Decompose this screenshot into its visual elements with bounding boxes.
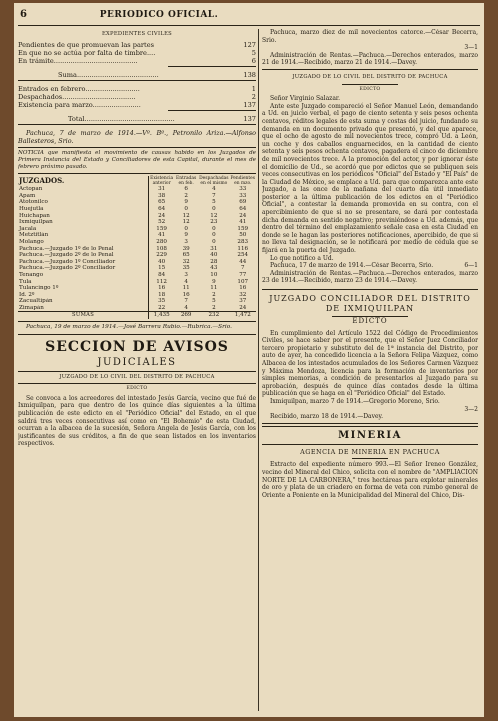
table-cell: 69 <box>239 199 247 206</box>
header-rule <box>18 25 480 26</box>
edicto1-rentas: Administración de Rentas.—Pachuca.—Derechos enterados, marzo 23 de 1914.—Recibido, marzo 23 de 1914.—Davey. <box>262 269 478 285</box>
court-name: Pachuca.—Juzgado 1º Conciliador <box>19 258 116 265</box>
table-row <box>18 246 256 253</box>
table-row <box>18 226 256 233</box>
table-cell: 3 <box>184 271 188 278</box>
table-cell: 32 <box>239 291 247 298</box>
court-name: Apam <box>19 192 36 199</box>
table-row <box>18 193 256 200</box>
table-cell: 16 <box>149 285 175 292</box>
table-cell: 6 <box>184 186 188 193</box>
juzgados-table <box>18 176 256 319</box>
column-header: Pendientes en mzo. <box>230 176 255 187</box>
table-cell: 9 <box>212 278 216 285</box>
page-number: 6 <box>20 9 27 20</box>
table-cell: 64 <box>239 205 247 212</box>
table-cell: 35 <box>182 265 190 272</box>
table-cell: 107 <box>237 278 249 285</box>
edicto2-received: Recibido, marzo 18 de 1914.—Davey. <box>270 413 384 421</box>
mineria-body: Extracto del expediente número 993.—El Señor Ireneo González, vecino del Mineral del Chico, solicita con el nombre de "AMPLIACION NORTE DE LA CARBONERA," tres hectáreas para explotar minerales de oro y plata de un criadero en forma de veta con rumbo general de Oriente a Poniente en la Municipalidad del Mineral del Chico, Dis- <box>262 461 478 499</box>
table-cell: 159 <box>237 225 249 232</box>
court-name: Tulancingo 1º <box>19 285 59 292</box>
table-cell: 7 <box>184 298 188 305</box>
expedientes-stats <box>18 41 256 125</box>
table-cell: 18 <box>149 292 175 299</box>
table-cell: 11 <box>210 285 218 292</box>
table-cell: 52 <box>149 219 175 226</box>
table-footer: Pachuca, 19 de marzo de 1914.—José Barrera Rubio.—Rubrica.—Srio. <box>26 324 233 331</box>
edicto1-closing: Lo que notifico a Ud. <box>270 254 334 262</box>
table-row <box>18 232 256 239</box>
column-header: Entradas en feb. <box>176 176 197 187</box>
table-cell: 16 <box>239 285 247 292</box>
table-cell: 41 <box>239 219 247 226</box>
left-edicto-court: JUZGADO DE LO CIVIL DEL DISTRITO DE PACHUCA <box>59 373 215 380</box>
table-row <box>18 239 256 246</box>
noticia-paragraph: NOTICIA que manifiesta el movimiento de causas habido en los Juzgados de Primera Instancia del Estado y Conciliadores de esta Capital, durante el mes de febrero próximo pasado. <box>18 149 256 170</box>
table-cell: 283 <box>237 238 249 245</box>
court-name: Molango <box>19 238 44 245</box>
left-edicto-body: Se convoca a los acreedores del intestado Jesús García, vecino que fué de Ixmiquilpan, para que dentro de los quince días siguientes a la última publicación de este edicto en el "Periódico Oficial" del Estado, en el que saldrá tres veces consecutivas así como en "El Bohemio" de esta Ciudad, ocurran a la albacea de la sucesión, Señora Angela de Jesús García, con los justificantes de sus créditos, a fin de que sean listados en los inventarios respectivos. <box>18 394 256 448</box>
edicto1-salutation: Señor Virginio Salazar. <box>270 95 341 103</box>
table-cell: 4 <box>212 186 216 193</box>
table-cell: 37 <box>239 298 247 305</box>
court-name: Atotonilco <box>19 199 48 206</box>
table-cell: 7 <box>212 192 216 199</box>
seccion-title: SECCION DE AVISOS <box>45 338 229 355</box>
table-row <box>18 259 256 266</box>
table-row <box>18 213 256 220</box>
table-cell: 10 <box>210 271 218 278</box>
newspaper-title: PERIODICO OFICIAL. <box>99 10 219 20</box>
newspaper-page <box>14 3 484 717</box>
stat-row: Pendientes de que promuevan las partes 127 <box>18 40 256 49</box>
table-row <box>18 186 256 193</box>
court-name: Tula <box>19 278 32 285</box>
court-name: Jacala <box>19 225 37 232</box>
table-cell: 1,435 <box>149 312 175 319</box>
column-divider <box>258 29 259 711</box>
court-name: Pachuca.—Juzgado 2º de lo Penal <box>19 252 114 259</box>
table-cell: 41 <box>149 232 175 239</box>
table-cell: 33 <box>239 192 247 199</box>
table-cell: 1,472 <box>234 312 251 319</box>
table-cell: 12 <box>182 219 190 226</box>
totals-label: SUMAS <box>72 312 95 319</box>
court-name: Huichapan <box>19 212 50 219</box>
stat-row-total: Total........................................... 137 <box>68 114 256 123</box>
court-name: Zimapán <box>19 304 44 311</box>
table-cell: 0 <box>184 205 188 212</box>
court-name: Huejutla <box>19 205 44 212</box>
seccion-subtitle: JUDICIALES <box>97 356 177 368</box>
table-cell: 16 <box>182 291 190 298</box>
table-cell: 77 <box>239 271 247 278</box>
table-cell: 2 <box>212 291 216 298</box>
edicto2-signature: Ixmiquilpan, marzo 7 de 1914.—Gregorio Moreno, Srio. <box>270 397 440 405</box>
mineria-agency: AGENCIA DE MINERIA EN PACHUCA <box>300 447 440 456</box>
table-cell: 65 <box>149 199 175 206</box>
right-column <box>262 29 478 713</box>
court-name: Tenango <box>19 271 44 278</box>
table-cell: 269 <box>180 312 192 319</box>
stat-row: Existencia para marzo....................... 137 <box>18 100 256 109</box>
column-header: Despachadas en el mismo <box>199 176 229 187</box>
expedientes-signature: Pachuca, 7 de marzo de 1914.—Vº. Bº., Petronilo Ariza.—Alfonso Ballesteros, Srio. <box>18 128 256 145</box>
court-name: Zacualtipán <box>19 298 53 305</box>
table-row <box>18 305 256 312</box>
expedientes-heading: EXPEDIENTES CIVILES <box>101 31 173 37</box>
table-cell: 5 <box>212 298 216 305</box>
table-cell: 12 <box>182 212 190 219</box>
stat-row: En trámite........................................ 6 <box>18 56 256 65</box>
table-cell: 24 <box>149 213 175 220</box>
table-cell: 43 <box>210 265 218 272</box>
table-cell: 0 <box>212 205 216 212</box>
right-top-rentas: Administración de Rentas.—Pachuca.—Derechos enterados, marzo 21 de 1914.—Recibido, marzo 21 de 1914.—Davey. <box>262 51 478 67</box>
court-name: Pachuca.—Juzgado 1º de lo Penal <box>19 245 114 252</box>
table-cell: 116 <box>237 245 249 252</box>
table-row <box>18 285 256 292</box>
edicto2-label: EDICTO <box>352 317 388 325</box>
stat-row-sum: Suma....................................... 138 <box>58 70 256 79</box>
table-cell: 35 <box>149 298 175 305</box>
court-name: Ixmiquilpan <box>19 219 53 226</box>
column-header: Existencia anterior <box>150 176 174 187</box>
table-row <box>18 292 256 299</box>
table-cell: 39 <box>182 245 190 252</box>
table-title: JUZGADOS. <box>19 176 65 186</box>
table-cell: 0 <box>184 225 188 232</box>
table-cell: 2 <box>212 304 216 311</box>
right-top-signature: Pachuca, marzo diez de mil novecientos catorce.—César Becerra, Srio. <box>262 29 478 44</box>
right-top-number: 3—1 <box>464 44 478 52</box>
table-cell: 44 <box>239 258 247 265</box>
left-column <box>18 29 256 713</box>
table-row <box>18 199 256 206</box>
table-row <box>18 279 256 286</box>
table-cell: 50 <box>239 232 247 239</box>
table-cell: 65 <box>182 252 190 259</box>
edicto1-body: Ante este Juzgado compareció el Señor Manuel León, demandando a Ud. en juicio verbal, el pago de ciento setenta y seis pesos ochenta centavos, réditos legales de esta suma y costas del juicio, fundando su demanda en un documento privado que presentó, y del que aparece, que el ocho de agosto de mil novecientos trece, compró Ud. a León, un coche y dos caballos enguarnecidos, en la cantidad de ciento setenta y seis pesos ochenta centavos, pagadera el cinco de diciembre de mil novecientos trece. A la promoción del actor, y por ignorar éste el domicilio de Ud., se acordó que por edictos que se publiquen seis veces consecutivas en los periódicos "Oficial" del Estado y "El País" de la Ciudad de México, se emplace a Ud. para que comparezca ante este Juzgado, a las once de la mañana del cuarto día útil inmediato posterior a la última publicación de los edictos en el "Periódico Oficial", a contestar la demanda promovida en su contra, con el apercibimiento de que si no se presentare, se dará por contestada dicha demanda en sentido negativo; previniéndose a Ud. además, que dentro del término del emplazamiento señale casa en esta Ciudad en donde se le hagan las posteriores notificaciones, apercibido, de que si no lleva tal designación, se le notificará por medio de cédula que se fijará en la puerta del Juzgado. <box>262 102 478 255</box>
edicto1-court: JUZGADO DE LO CIVIL DEL DISTRITO DE PACHUCA <box>292 73 448 80</box>
table-cell: 159 <box>149 226 175 233</box>
table-row <box>18 298 256 305</box>
edicto1-label: EDICTO <box>359 86 381 92</box>
table-cell: 40 <box>149 259 175 266</box>
left-edicto-label: EDICTO <box>126 386 148 392</box>
table-cell: 33 <box>239 186 247 193</box>
table-row <box>18 252 256 259</box>
table-cell: 15 <box>149 265 175 272</box>
table-cell: 9 <box>184 232 188 239</box>
table-cell: 24 <box>239 304 247 311</box>
table-cell: 32 <box>182 258 190 265</box>
court-name: Metztitlán <box>19 232 49 239</box>
table-row <box>18 206 256 213</box>
table-cell: 12 <box>210 212 218 219</box>
table-cell: 5 <box>212 199 216 206</box>
table-cell: 28 <box>210 258 218 265</box>
table-cell: 112 <box>149 279 175 286</box>
table-totals-row <box>18 312 256 319</box>
table-cell: 31 <box>210 245 218 252</box>
table-cell: 11 <box>182 285 190 292</box>
edicto2-court-line1: JUZGADO CONCILIADOR DEL DISTRITO <box>269 294 471 303</box>
edicto2-body: En cumplimiento del Artículo 1522 del Código de Procedimientos Civiles, se hace saber por el presente, que el Señor Juez Conciliador tercero propietario y substituto del de 1ª instancia del Distrito, por auto de ayer, ha concedido licencia a la Señora Felipa Vázquez, como Albacea de los intestados acumulados de los Señores Carmen Vázquez y Máxima Mendoza, licencia para la formación de inventarios por simples memorias, a condición de presentarlos al Juzgado para su aprobación, después de quince días contados desde la última publicación que se haga en el "Periódico Oficial" del Estado. <box>262 329 478 398</box>
table-cell: 280 <box>149 239 175 246</box>
court-name: Pachuca.—Juzgado 2º Conciliador <box>19 265 116 272</box>
table-cell: 7 <box>240 265 245 272</box>
table-cell: 4 <box>184 278 188 285</box>
table-cell: 24 <box>239 212 247 219</box>
page-header <box>14 9 484 25</box>
mineria-title: MINERIA <box>338 429 402 441</box>
table-row <box>18 219 256 226</box>
table-cell: 38 <box>149 193 175 200</box>
table-cell: 0 <box>212 238 216 245</box>
table-cell: 64 <box>149 206 175 213</box>
table-header-row <box>18 176 256 186</box>
table-cell: 9 <box>184 199 188 206</box>
table-cell: 23 <box>210 219 218 226</box>
edicto1-signature: Pachuca, 17 de marzo de 1914.—César Becerra, Srio. 6—1 <box>270 262 478 270</box>
edicto2-court-line2: DE IXMIQUILPAN <box>325 304 415 313</box>
edicto2-number: 3—2 <box>464 405 478 413</box>
table-cell: 232 <box>208 312 220 319</box>
table-cell: 22 <box>149 305 175 312</box>
table-cell: 4 <box>184 304 188 311</box>
table-cell: 0 <box>212 225 216 232</box>
table-cell: 40 <box>210 252 218 259</box>
table-cell: 84 <box>149 272 175 279</box>
table-row <box>18 265 256 272</box>
table-row <box>18 272 256 279</box>
table-cell: 108 <box>149 246 175 253</box>
stat-row: En que no se actúa por falta de timbre.... 5 <box>18 48 256 57</box>
stat-row: Entrados en febrero.......................... 1 <box>18 84 256 93</box>
court-name: Id. 2º <box>19 291 35 298</box>
court-name: Actopan <box>19 186 43 193</box>
table-cell: 0 <box>212 232 216 239</box>
table-cell: 31 <box>149 186 175 193</box>
table-cell: 229 <box>149 252 175 259</box>
table-cell: 254 <box>237 252 249 259</box>
stat-row: Despachados................................... 2 <box>18 92 256 101</box>
table-cell: 3 <box>184 238 188 245</box>
table-cell: 2 <box>184 192 188 199</box>
